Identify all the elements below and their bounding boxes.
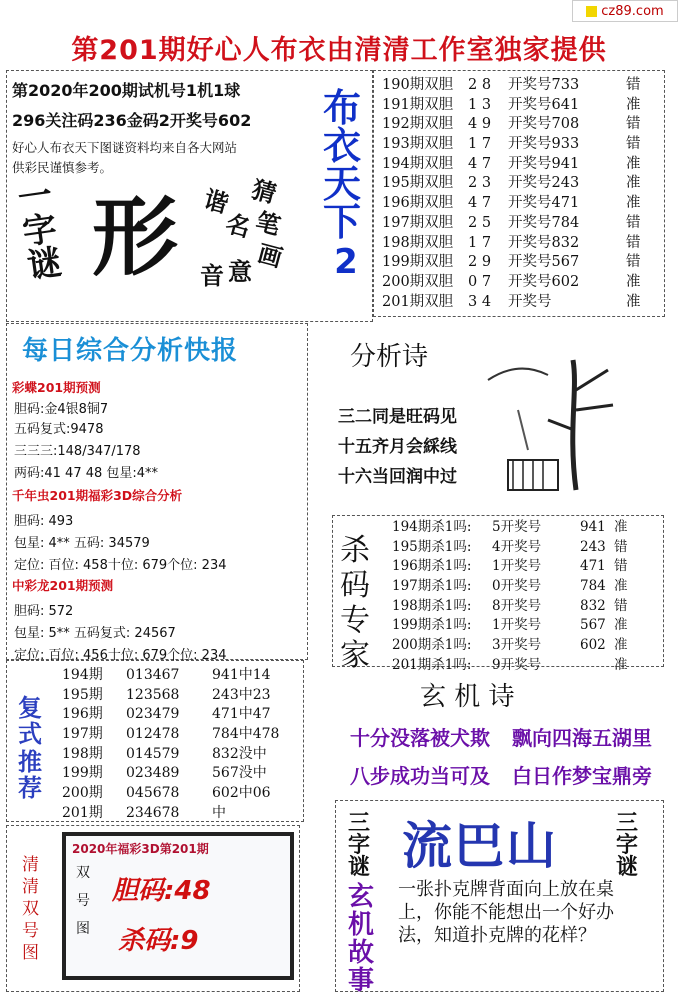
qq-side-3: 图 — [76, 921, 90, 937]
story-label-1: 玄 — [348, 882, 375, 912]
story-label-3: 故 — [348, 938, 375, 968]
table-row: 197期双胆 2 5 开奖号784 错 — [382, 214, 641, 231]
table-row: 196期 023479 471中47 — [62, 706, 271, 723]
table-row: 200期双胆 0 7 开奖号602 准 — [382, 273, 641, 290]
watermark-text: cz89.com — [601, 3, 664, 19]
s2-title: 千年虫201期福彩3D综合分析 — [12, 488, 183, 503]
qq-label-3: 双 — [22, 899, 39, 919]
hint-char-yi: 意 — [228, 258, 252, 286]
qq-sha-code: 杀码:9 — [118, 926, 199, 956]
hint-char-bi: 笔 — [252, 207, 284, 241]
table-row: 198期双胆 1 7 开奖号832 错 — [382, 234, 641, 251]
brand-char-5: 2 — [334, 242, 358, 282]
brand-char-4: 下 — [322, 200, 361, 244]
table-row: 196期杀1吗: 1开奖号 471 错 — [392, 558, 628, 575]
s1-line: 两码:41 47 48 包星:4** — [14, 466, 159, 481]
source-note-2: 供彩民谨慎参考。 — [12, 160, 113, 175]
logo-square-icon — [586, 6, 597, 17]
xuanji-header: 玄 机 诗 — [420, 682, 515, 712]
focus-code-line: 296关注码236金码2开奖号602 — [12, 111, 252, 130]
poem-line: 十五齐月会綵线 — [338, 437, 457, 457]
table-row: 190期双胆 2 8 开奖号733 错 — [382, 77, 641, 93]
table-row: 192期双胆 4 9 开奖号708 错 — [382, 116, 641, 133]
fushi-label-2: 式 — [18, 720, 42, 748]
table-row: 195期 123568 243中23 — [62, 686, 271, 703]
table-row: 193期双胆 1 7 开奖号933 错 — [382, 136, 641, 153]
xuanji-line: 八步成功当可及 — [350, 764, 490, 788]
qq-dan-code: 胆码:48 — [112, 876, 211, 906]
zimi-label: 一字谜 — [9, 176, 63, 283]
story-label-2: 机 — [348, 910, 375, 940]
source-note: 好心人布衣天下图谜资料均来自各大网站 — [12, 140, 238, 155]
sanzi-left-1: 三 — [348, 811, 371, 836]
hint-char-hua: 画 — [254, 239, 286, 273]
s1-title: 彩蝶201期预测 — [12, 380, 101, 395]
sanzi-right-2: 字 — [616, 833, 639, 858]
xuanji-line: 十分没落被犬欺 — [350, 726, 490, 750]
qq-label-5: 图 — [22, 943, 39, 963]
sanzi-left-2: 字 — [348, 833, 371, 858]
poem-header: 分析诗 — [350, 342, 429, 372]
kill-table — [392, 518, 628, 676]
poem-line: 三二同是旺码见 — [338, 407, 457, 427]
hint-char-yin: 音 — [200, 262, 224, 290]
s3-line: 定位: 百位: 456十位: 679个位: 234 — [14, 648, 227, 663]
sanzi-riddle: 流巴山 — [402, 817, 558, 875]
xuanji-line: 飘向四海五湖里 — [512, 726, 652, 750]
table-row: 200期 045678 602中06 — [62, 785, 271, 802]
qq-label-2: 清 — [22, 877, 39, 897]
s1-line: 三三三:148/347/178 — [14, 444, 141, 459]
s3-line: 包星: 5** 五码复式: 24567 — [14, 626, 176, 641]
kill-label-3: 专 — [340, 603, 370, 638]
qq-label-1: 清 — [22, 855, 39, 875]
s2-line: 胆码: 493 — [14, 514, 74, 529]
table-row: 197期杀1吗: 0开奖号 784 准 — [392, 578, 628, 595]
s3-title: 中彩龙201期预测 — [12, 578, 114, 593]
s1-line: 五码复式:9478 — [14, 422, 104, 437]
history-table — [382, 76, 641, 312]
table-row: 191期双胆 1 3 开奖号641 准 — [382, 96, 641, 113]
hint-char-cai: 猜 — [248, 175, 280, 209]
site-watermark[interactable] — [572, 0, 678, 22]
table-row: 195期杀1吗: 4开奖号 243 错 — [392, 538, 628, 555]
s1-line: 胆码:金4银8铜7 — [14, 402, 109, 417]
story-label-4: 事 — [348, 966, 375, 996]
fushi-label-3: 推 — [18, 748, 42, 776]
fushi-table — [62, 666, 279, 824]
xuanji-line: 白日作梦宝鼎旁 — [512, 764, 652, 788]
poem-line: 十六当回润中过 — [338, 467, 457, 487]
hint-char-xie: 谐 — [200, 185, 232, 219]
fushi-label-4: 荐 — [18, 774, 42, 802]
s2-line: 包星: 4** 五码: 34579 — [14, 536, 150, 551]
table-row: 201期 234678 中 — [62, 804, 226, 821]
table-row: 200期杀1吗: 3开奖号 602 准 — [392, 637, 628, 654]
story-text: 一张扑克牌背面向上放在桌上，你能不能想出一个好办法，知道扑克牌的花样？ — [398, 879, 614, 946]
table-row: 199期杀1吗: 1开奖号 567 准 — [392, 617, 628, 634]
test-number-line: 第2020年200期试机号1机1球 — [12, 81, 241, 100]
page-title: 第201期好心人布衣由清清工作室独家提供 — [71, 35, 607, 66]
table-row: 199期 023489 567没中 — [62, 765, 267, 782]
hint-char-ming: 名 — [222, 209, 254, 243]
table-row: 195期双胆 2 3 开奖号243 准 — [382, 175, 641, 192]
qq-box-title: 2020年福彩3D第201期 — [72, 842, 209, 856]
sanzi-right-1: 三 — [616, 811, 639, 836]
fushi-label-1: 复 — [18, 694, 42, 722]
table-row: 201期双胆 3 4 开奖号 准 — [382, 293, 641, 310]
table-row: 194期双胆 4 7 开奖号941 准 — [382, 155, 641, 172]
sanzi-left-3: 谜 — [348, 855, 371, 880]
qq-side-2: 号 — [76, 893, 90, 909]
brand-char-1: 布 — [322, 86, 361, 130]
qq-label-4: 号 — [22, 921, 39, 941]
table-row: 196期双胆 4 7 开奖号471 准 — [382, 195, 641, 212]
table-row: 198期 014579 832没中 — [62, 745, 267, 762]
kill-label-4: 家 — [340, 638, 370, 673]
table-row: 198期杀1吗: 8开奖号 832 错 — [392, 597, 628, 614]
tree-illustration — [478, 350, 638, 500]
riddle-big-char: 形 — [92, 188, 178, 288]
s2-line: 定位: 百位: 458十位: 679个位: 234 — [14, 558, 227, 573]
brand-char-2: 衣 — [322, 124, 361, 168]
table-row: 201期杀1吗: 9开奖号 准 — [392, 656, 628, 673]
table-row: 194期杀1吗: 5开奖号 941 准 — [392, 519, 628, 535]
sanzi-right-3: 谜 — [616, 855, 639, 880]
qq-side-1: 双 — [76, 865, 90, 881]
brand-char-3: 天 — [322, 162, 361, 206]
table-row: 197期 012478 784中478 — [62, 726, 280, 743]
kill-label-1: 杀 — [340, 533, 370, 568]
kill-label-2: 码 — [340, 568, 370, 603]
analysis-header: 每日综合分析快报 — [22, 336, 239, 366]
table-row: 199期双胆 2 9 开奖号567 错 — [382, 254, 641, 271]
s3-line: 胆码: 572 — [14, 604, 74, 619]
table-row: 194期 013467 941中14 — [62, 667, 271, 683]
